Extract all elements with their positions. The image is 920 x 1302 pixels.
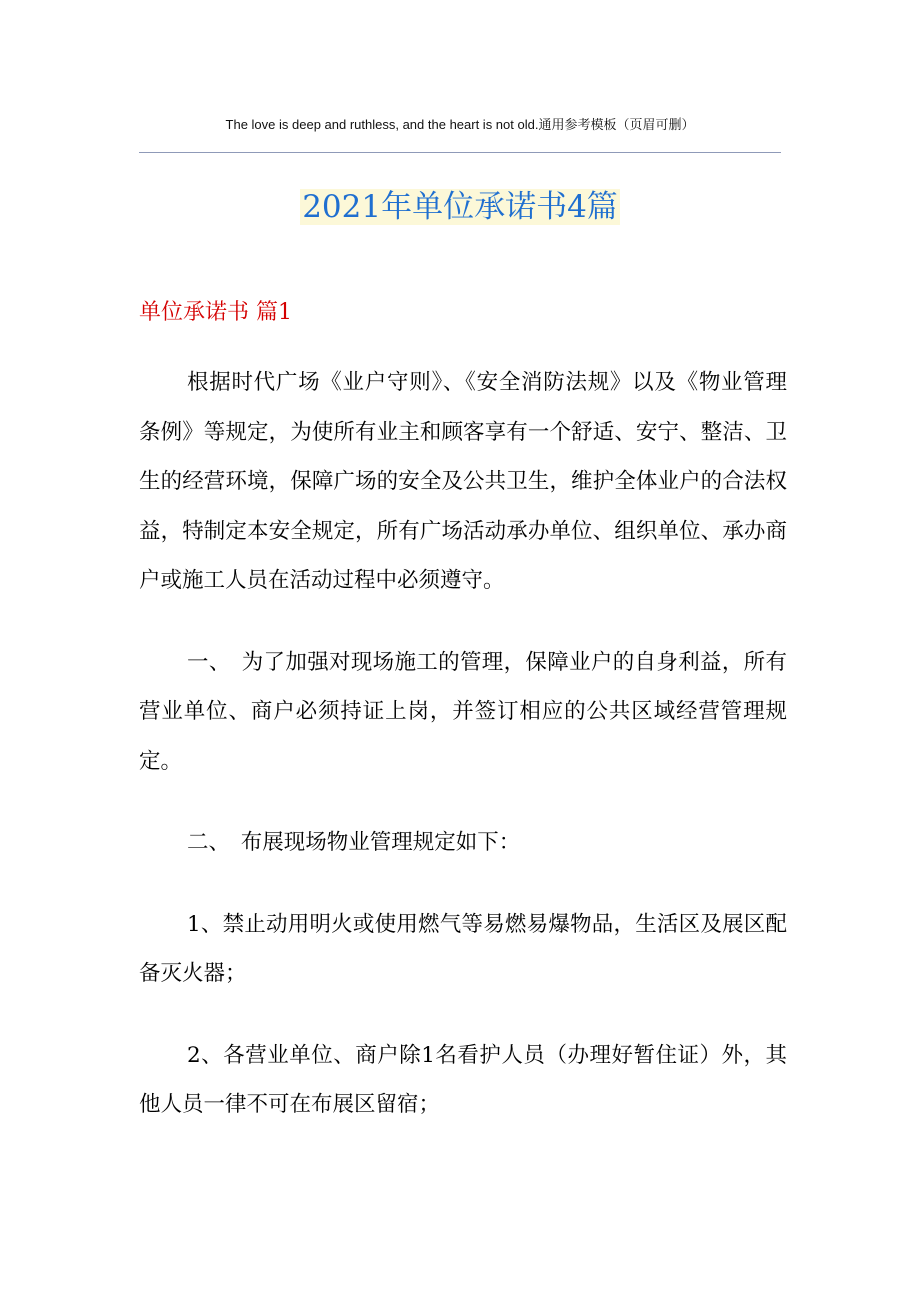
paragraph-intro: 根据时代广场《业户守则》、《安全消防法规》以及《物业管理条例》等规定，为使所有业主和顾客享有一个舒适、安宁、整洁、卫生的经营环境，保障广场的安全及公共卫生，维护全体业户的合法权益，特制定本安全规定，所有广场活动承办单位、组织单位、承办商户或施工人员在活动过程中必须遵守。 [139,370,787,593]
section-heading: 单位承诺书 篇1 [139,300,292,325]
paragraph-rule-2: 2、各营业单位、商户除1名看护人员（办理好暂住证）外，其他人员一律不可在布展区留宿； [139,1042,787,1117]
page-header-text: The love is deep and ruthless, and the heart is not old.通用参考模板（页眉可删） [225,117,695,132]
document-title [0,183,920,231]
document-title-text: 2021年单位承诺书4篇 [302,189,618,225]
paragraph-rule-1: 1、禁止动用明火或使用燃气等易燃易爆物品，生活区及展区配备灭火器； [139,911,787,986]
header-divider [139,152,781,153]
paragraph-item-2: 二、 布展现场物业管理规定如下： [187,830,521,855]
document-body [139,358,787,1162]
paragraph-item-1: 一、 为了加强对现场施工的管理，保障业户的自身利益，所有营业单位、商户必须持证上岗，并签订相应的公共区域经营管理规定。 [139,649,787,774]
